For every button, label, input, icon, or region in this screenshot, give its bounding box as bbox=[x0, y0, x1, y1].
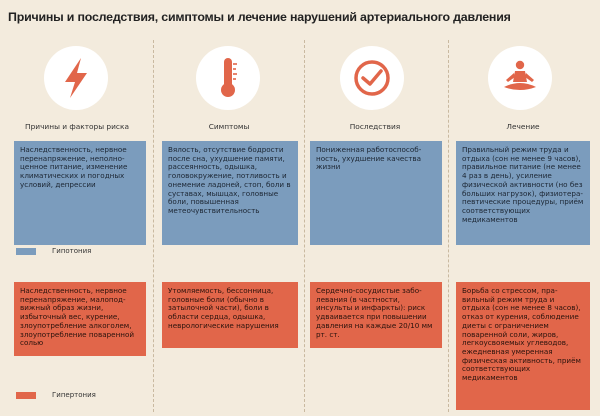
hypotension-causes-cell: Наследственность, нервное перенапряжение, неполноценное питание, изменение климатических и погодных условий, депрессии bbox=[14, 141, 146, 245]
thermometer-icon bbox=[196, 46, 260, 110]
column-divider bbox=[448, 40, 449, 412]
legend-swatch-blue bbox=[16, 248, 36, 255]
column-divider bbox=[153, 40, 154, 412]
page-title: Причины и последствия, симптомы и лечение нарушений артериального давления bbox=[8, 10, 511, 24]
meditation-icon bbox=[488, 46, 552, 110]
hypertension-treatment-cell: Борьба со стрессом, правильный режим труда и отдыха (сон не менее 8 часов), отказ от курения, соблюдение диеты с ограничением поваренной соли, жиров, легкоусвояемых углеводов, ежедневная умеренная физическая активность, приём соответствующих медикаментов bbox=[456, 282, 590, 410]
hypotension-treatment-cell: Правильный режим труда и отдыха (сон не менее 9 часов), правильное питание (не менее 4 раз в день), усиление физической активности (но без больших нагрузок), физиотерапевтические процедуры, приём соответствующих медикаментов bbox=[456, 141, 590, 245]
hypotension-symptoms-cell: Вялость, отсутствие бодрости после сна, ухудшение памяти, рассеянность, одышка, головокружение, потливость и онемение ладоней, стоп, боли в суставах, мышцах, головные боли, повышенная метеочувствительность bbox=[162, 141, 298, 245]
lightning-icon bbox=[44, 46, 108, 110]
column-heading-treatment: Лечение bbox=[506, 122, 540, 131]
column-divider bbox=[304, 40, 305, 412]
legend-label-hypertension: Гипертония bbox=[52, 391, 96, 399]
column-heading-consequences: Последствия bbox=[349, 122, 401, 131]
legend-label-hypotension: Гипотония bbox=[52, 247, 92, 255]
hypertension-consequences-cell: Сердечно-сосудистые заболевания (в частности, инсульты и инфаркты): риск удваивается при повышении давления на каждые 20/10 мм рт. ст. bbox=[310, 282, 442, 348]
column-heading-causes: Причины и факторы риска bbox=[25, 122, 129, 131]
hypertension-causes-cell: Наследственность, нервное перенапряжение, малоподвижный образ жизни, избыточный вес, курение, злоупотребление алкоголем, злоупотребление поваренной солью bbox=[14, 282, 146, 356]
column-heading-symptoms: Симптомы bbox=[208, 122, 250, 131]
legend-swatch-red bbox=[16, 392, 36, 399]
hypotension-consequences-cell: Пониженная работоспособность, ухудшение качества жизни bbox=[310, 141, 442, 245]
hypertension-symptoms-cell: Утомляемость, бессонница, головные боли (обычно в затылочной части), боли в области сердца, одышка, неврологические нарушения bbox=[162, 282, 298, 348]
clock-icon bbox=[340, 46, 404, 110]
